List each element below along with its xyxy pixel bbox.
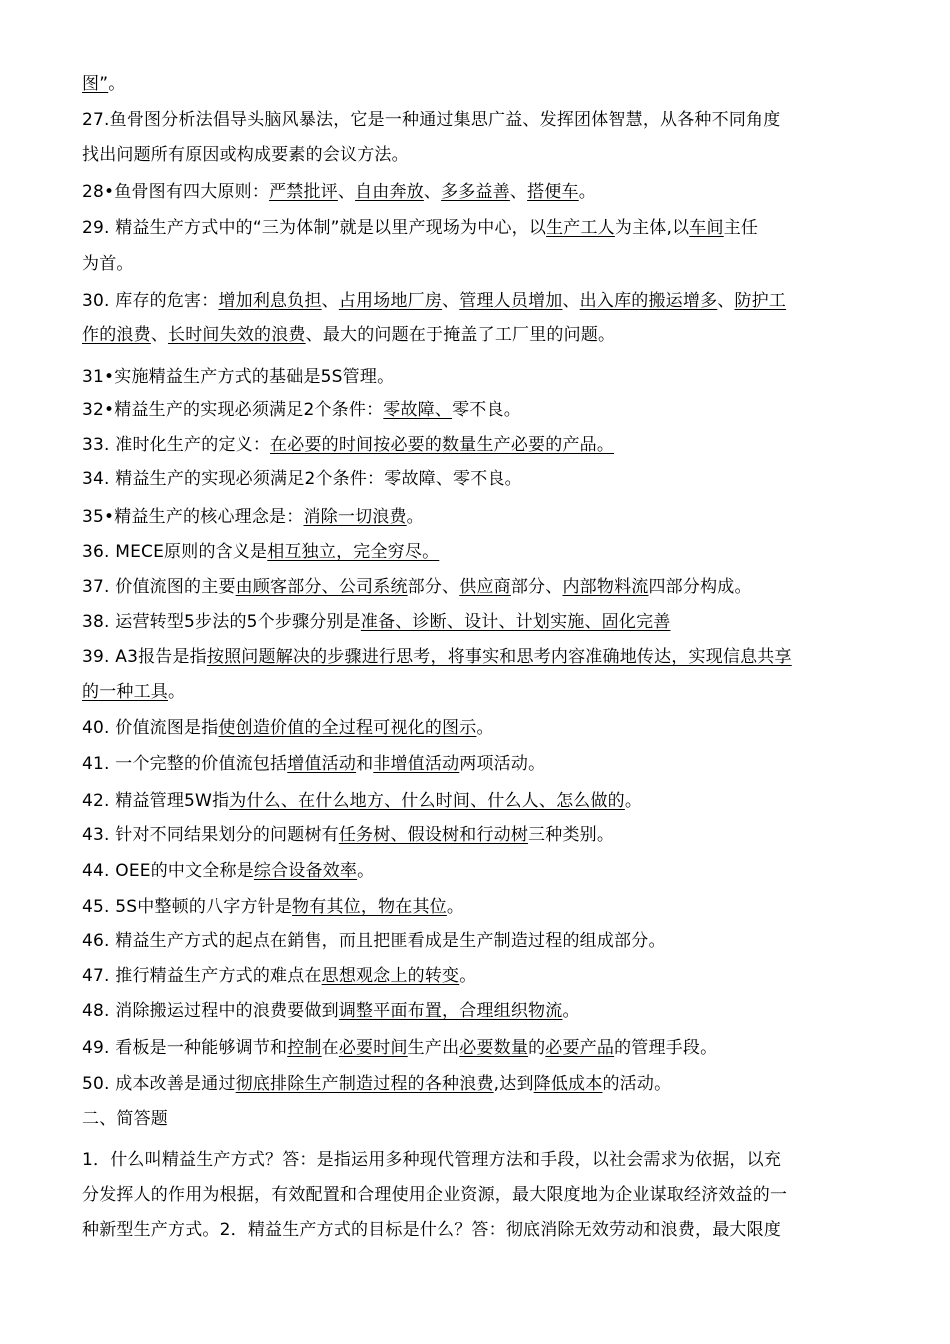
text-segment: 43. 针对不同结果划分的问题树有 xyxy=(82,825,339,845)
text-segment: 50. 成本改善是通过 xyxy=(82,1074,236,1094)
underlined-answer: 相互独立，完全穷尽。 xyxy=(267,542,440,562)
underlined-answer: 任务树、假设树和行动树 xyxy=(338,825,529,845)
underlined-answer: 增加利息负担 xyxy=(218,291,322,311)
underlined-answer: 降低成本 xyxy=(533,1074,603,1094)
text-line xyxy=(82,1218,781,1242)
text-line xyxy=(82,289,786,313)
underlined-answer: 在必要的时间按必要的数量生产必要的产品。 xyxy=(270,435,615,455)
text-line xyxy=(82,823,614,847)
text-line xyxy=(82,1107,168,1131)
text-line xyxy=(82,610,670,634)
text-segment: 零不良。 xyxy=(452,400,521,420)
underlined-answer: 搭便车 xyxy=(527,182,579,202)
text-line xyxy=(82,540,439,564)
text-segment: 部分、 xyxy=(407,577,460,597)
text-segment: 、 xyxy=(509,182,528,202)
text-segment: 。 xyxy=(578,182,596,202)
text-segment: 。 xyxy=(168,682,186,702)
text-line xyxy=(82,505,424,529)
text-segment: 的管理手段。 xyxy=(614,1038,718,1058)
text-line xyxy=(82,999,580,1023)
text-segment: 。 xyxy=(406,507,424,527)
underlined-answer: 图” xyxy=(82,74,109,94)
text-segment: 部分、 xyxy=(510,577,563,597)
text-segment: ,达到 xyxy=(493,1074,534,1094)
text-segment: 41. 一个完整的价值流包括 xyxy=(82,754,288,774)
text-line xyxy=(82,216,758,240)
text-segment: 48. 消除搬运过程中的浪费要做到 xyxy=(82,1001,339,1021)
text-segment: 39. A3报告是指 xyxy=(82,647,207,667)
underlined-answer: 彻底排除生产制造过程的各种浪费 xyxy=(235,1074,494,1094)
text-segment: 34. 精益生产的实现必须满足2个条件：零故障、零不良。 xyxy=(82,469,522,489)
text-segment: 27.鱼骨图分析法倡导头脑风暴法，它是一种通过集思广益、发挥团体智慧，从各种不同角度 xyxy=(82,110,781,130)
text-segment: 的活动。 xyxy=(602,1074,672,1094)
text-segment: 找出问题所有原因或构成要素的会议方法。 xyxy=(82,145,409,165)
text-segment: 45. 5S中整顿的八字方针是 xyxy=(82,897,293,917)
underlined-answer: 为什么、在什么地方、什么时间、什么人、怎么做的 xyxy=(229,791,625,811)
text-line xyxy=(82,929,666,953)
text-segment: 、 xyxy=(562,291,580,311)
text-segment: 38. 运营转型5步法的5个步骤分别是 xyxy=(82,612,361,632)
text-line xyxy=(82,752,545,776)
text-segment: 32•精益生产的实现必须满足2个条件： xyxy=(82,400,384,420)
text-line xyxy=(82,1036,717,1060)
underlined-answer: 自由奔放 xyxy=(355,182,424,202)
text-segment: 三种类别。 xyxy=(528,825,615,845)
text-line xyxy=(82,433,614,457)
underlined-answer: 生产工人 xyxy=(546,218,615,238)
underlined-answer: 出入库的搬运增多 xyxy=(579,291,718,311)
text-segment: 、 xyxy=(321,291,339,311)
text-line xyxy=(82,575,752,599)
text-segment: 。 xyxy=(624,791,643,811)
text-segment: 、最大的问题在于掩盖了工厂里的问题。 xyxy=(305,325,616,345)
text-segment: 、 xyxy=(442,291,460,311)
underlined-answer: 必要时间 xyxy=(338,1038,408,1058)
text-line xyxy=(82,645,792,669)
text-segment: 49. 看板是一种能够调节和 xyxy=(82,1038,288,1058)
text-line xyxy=(82,143,409,167)
underlined-answer: 供应商 xyxy=(459,577,511,597)
text-segment: 46. 精益生产方式的起点在銷售，而且把匪看成是生产制造过程的组成部分。 xyxy=(82,931,666,951)
underlined-answer: 的一种工具 xyxy=(82,682,168,702)
text-line xyxy=(82,1148,781,1172)
text-line xyxy=(82,1183,787,1207)
text-line xyxy=(82,964,476,988)
underlined-answer: 防护工 xyxy=(734,291,787,311)
text-segment: 、 xyxy=(337,182,356,202)
text-segment: 44. OEE的中文全称是 xyxy=(82,861,254,881)
text-segment: 。 xyxy=(459,966,477,986)
text-segment: 为主体,以 xyxy=(614,218,690,238)
text-segment: 分发挥人的作用为根据，有效配置和合理使用企业资源，最大限度地为企业谋取经济效益的一 xyxy=(82,1185,788,1205)
text-segment: 。 xyxy=(357,861,375,881)
text-segment: 、 xyxy=(150,325,169,345)
text-line xyxy=(82,895,464,919)
underlined-answer: 严禁批评 xyxy=(269,182,338,202)
text-segment: 和 xyxy=(356,754,374,774)
text-segment: 35•精益生产的核心理念是： xyxy=(82,507,304,527)
text-line xyxy=(82,323,615,347)
underlined-answer: 必要产品 xyxy=(545,1038,615,1058)
underlined-answer: 多多益善 xyxy=(441,182,510,202)
underlined-answer: 按照问题解决的步骤进行思考，将事实和思考内容准确地传达，实现信息共享 xyxy=(206,647,792,667)
underlined-answer: 零故障、 xyxy=(383,400,453,420)
text-segment: 两项活动。 xyxy=(459,754,546,774)
underlined-answer: 思想观念上的转变 xyxy=(321,966,460,986)
text-segment: 40. 价值流图是指 xyxy=(82,718,219,738)
text-segment: 。 xyxy=(108,74,126,94)
text-segment: 四部分构成。 xyxy=(648,577,752,597)
underlined-answer: 调整平面布置，合理组织物流 xyxy=(338,1001,563,1021)
text-segment: 28•鱼骨图有四大原则： xyxy=(82,182,270,202)
text-segment: 36. MECE原则的含义是 xyxy=(82,542,268,562)
text-line xyxy=(82,789,642,813)
text-segment: 在 xyxy=(321,1038,339,1058)
text-segment: 29. 精益生产方式中的“三为体制”就是以里产现场为中心，以 xyxy=(82,218,547,238)
text-line xyxy=(82,365,394,389)
underlined-answer: 使创造价值的全过程可视化的图示 xyxy=(218,718,477,738)
text-segment: 主任 xyxy=(723,218,759,238)
underlined-answer: 必要数量 xyxy=(459,1038,529,1058)
text-segment: 、 xyxy=(423,182,442,202)
underlined-answer: 车间 xyxy=(689,218,724,238)
underlined-answer: 作的浪费 xyxy=(82,325,151,345)
underlined-answer: 占用场地厂房 xyxy=(338,291,443,311)
text-segment: 为首。 xyxy=(82,254,134,274)
text-segment: 1．什么叫精益生产方式？答：是指运用多种现代管理方法和手段，以社会需求为依据，以充 xyxy=(82,1150,782,1170)
text-segment: 二、简答题 xyxy=(82,1109,168,1129)
text-segment: 。 xyxy=(446,897,465,917)
text-line xyxy=(82,252,134,276)
text-segment: 30. 库存的危害： xyxy=(82,291,219,311)
text-line xyxy=(82,859,374,883)
text-segment: 。 xyxy=(476,718,494,738)
text-line xyxy=(82,467,522,491)
underlined-answer: 管理人员增加 xyxy=(459,291,563,311)
underlined-answer: 长时间失效的浪费 xyxy=(168,325,306,345)
underlined-answer: 增值活动 xyxy=(287,754,357,774)
text-segment: 种新型生产方式。2．精益生产方式的目标是什么？答：彻底消除无效劳动和浪费，最大限度 xyxy=(82,1220,782,1240)
text-segment: 33. 准时化生产的定义： xyxy=(82,435,271,455)
underlined-answer: 准备、诊断、设计、计划实施、固化完善 xyxy=(360,612,671,632)
underlined-answer: 内部物料流 xyxy=(562,577,649,597)
text-segment: 37. 价值流图的主要 xyxy=(82,577,236,597)
text-segment: 的 xyxy=(528,1038,546,1058)
text-segment: 31•实施精益生产方式的基础是5S管理。 xyxy=(82,367,395,387)
underlined-answer: 非增值活动 xyxy=(373,754,460,774)
underlined-answer: 综合设备效率 xyxy=(253,861,358,881)
text-segment: 47. 推行精益生产方式的难点在 xyxy=(82,966,322,986)
text-segment: 、 xyxy=(717,291,735,311)
underlined-answer: 消除一切浪费 xyxy=(303,507,407,527)
text-segment: 。 xyxy=(562,1001,580,1021)
text-line xyxy=(82,716,494,740)
text-segment: 42. 精益管理5W指 xyxy=(82,791,230,811)
text-segment: 生产出 xyxy=(407,1038,460,1058)
underlined-answer: 由顾客部分、公司系统 xyxy=(235,577,408,597)
text-line xyxy=(82,108,780,132)
text-line xyxy=(82,398,521,422)
underlined-answer: 物有其位，物在其位 xyxy=(292,897,447,917)
text-line xyxy=(82,72,125,96)
text-line xyxy=(82,180,596,204)
underlined-answer: 控制 xyxy=(287,1038,322,1058)
text-line xyxy=(82,680,185,704)
text-line xyxy=(82,1072,671,1096)
